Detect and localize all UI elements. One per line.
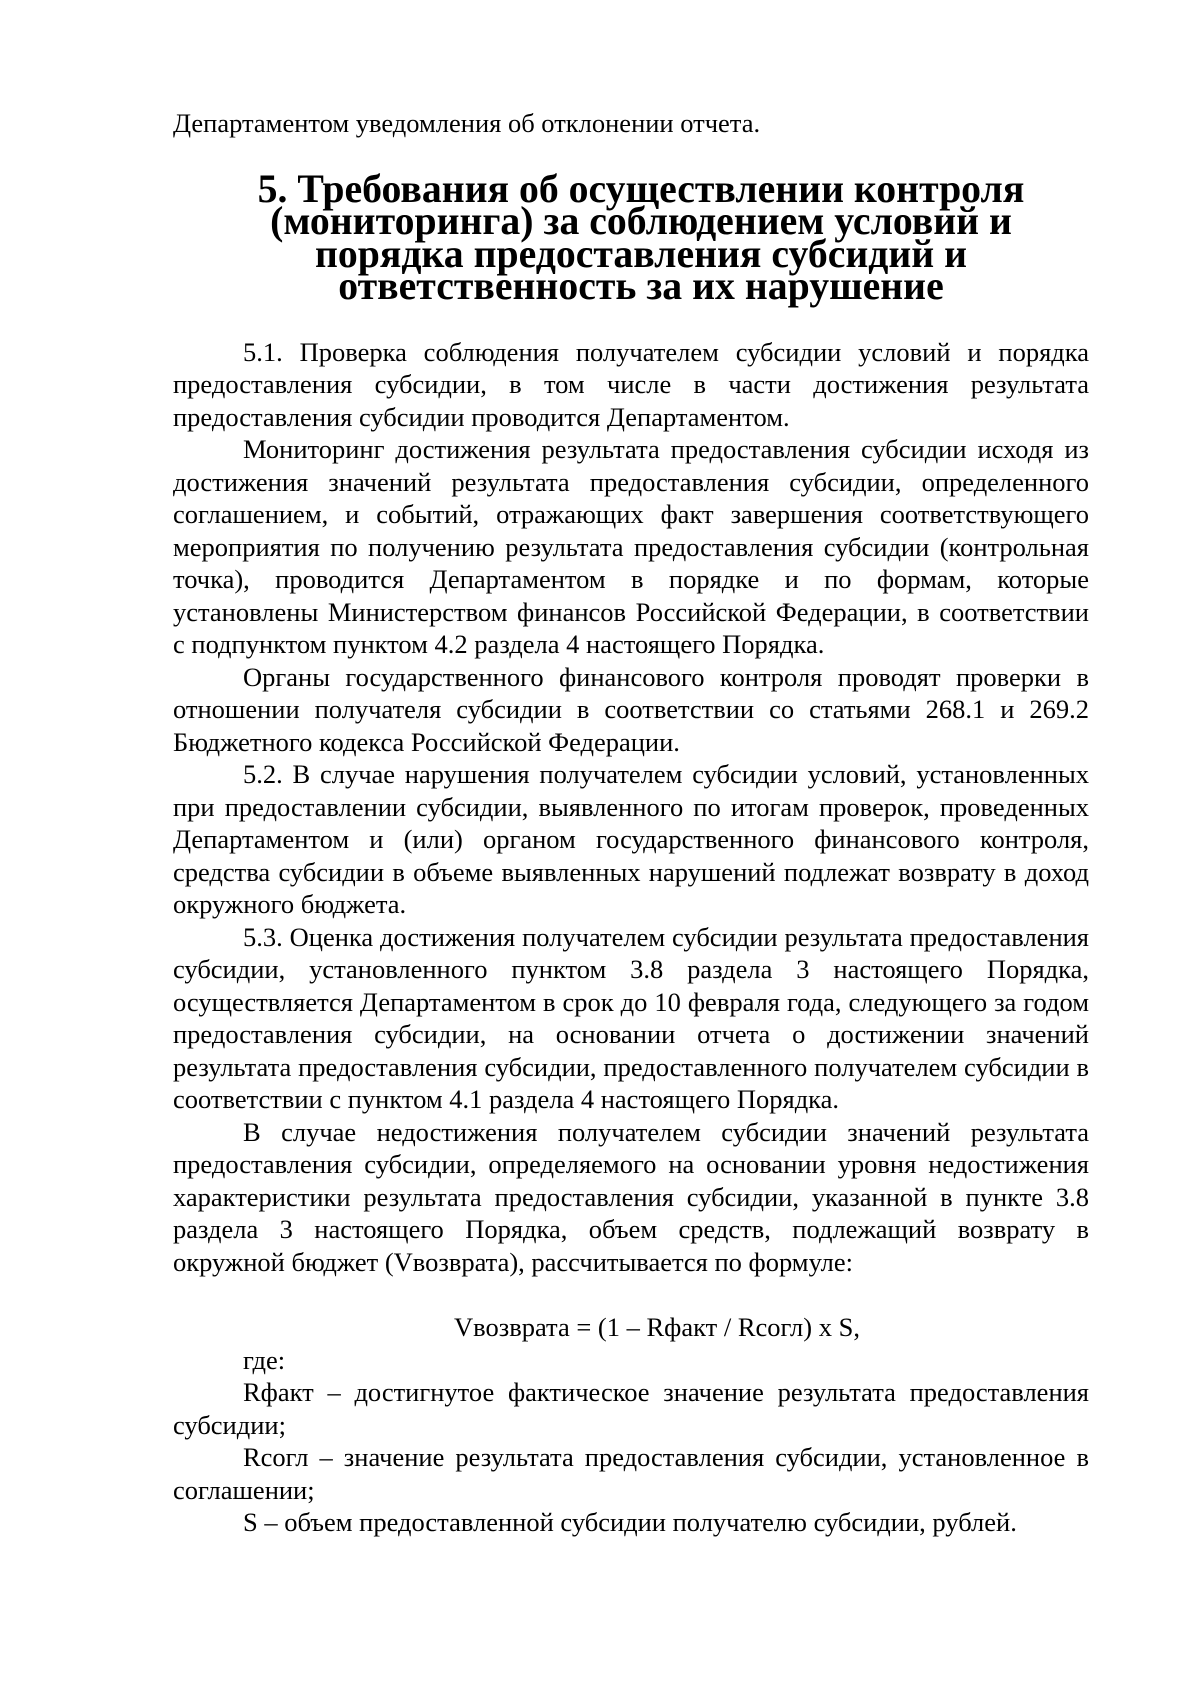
paragraph-5-2: 5.2. В случае нарушения получателем субсидии условий, установленных при предоставлении субсидии, выявленного по итогам проверок, проведенных Департаментом и (или) органом государственного финансового контроля, средства субсидии в объеме выявленных нарушений подлежат возврату в доход окружного бюджета.	[173, 759, 1089, 919]
paragraph-5-3: 5.3. Оценка достижения получателем субсидии результата предоставления субсидии, установленного пунктом 3.8 раздела 3 настоящего Порядка, осуществляется Департаментом в срок до 10 февраля года, следующего за годом предоставления субсидии, на основании отчета о достижении значений результата предоставления субсидии, предоставленного получателем субсидии в соответствии с пунктом 4.1 раздела 4 настоящего Порядка.	[173, 921, 1089, 1114]
formula: Vвозврата = (1 – Rфакт / Rсогл) x S,	[454, 1312, 860, 1342]
section-heading: 5. Требования об осуществлении контроля (мониторинга) за соблюдением условий и порядка предоставления субсидий и ответственность за их нарушение	[257, 166, 1025, 308]
definition-rsogl: Rсогл – значение результата предоставления субсидии, установленное в соглашении;	[173, 1442, 1089, 1505]
continuation-text: Департаментом уведомления об отклонении отчета.	[173, 108, 761, 138]
where-label: где:	[243, 1344, 286, 1375]
paragraph-control-bodies: Органы государственного финансового контроля проводят проверки в отношении получателя субсидии в соответствии со статьями 268.1 и 269.2 Бюджетного кодекса Российской Федерации.	[173, 661, 1089, 757]
paragraph-5-1: 5.1. Проверка соблюдения получателем субсидии условий и порядка предоставления субсидии, в том числе в части достижения результата предоставления субсидии проводится Департаментом.	[173, 336, 1089, 432]
definition-rfact: Rфакт – достигнутое фактическое значение результата предоставления субсидии;	[173, 1377, 1089, 1440]
definition-s: S – объем предоставленной субсидии получателю субсидии, рублей.	[243, 1507, 1017, 1537]
paragraph-non-achievement: В случае недостижения получателем субсидии значений результата предоставления субсидии, определяемого на основании уровня недостижения характеристики результата предоставления субсидии, указанной в пункте 3.8 раздела 3 настоящего Порядка, объем средств, подлежащий возврату в окружной бюджет (Vвозврата), рассчитывается по формуле:	[173, 1116, 1089, 1277]
paragraph-monitoring: Мониторинг достижения результата предоставления субсидии исходя из достижения значений результата предоставления субсидии, определенного соглашением, и событий, отражающих факт завершения соответствующего мероприятия по получению результата предоставления субсидии (контрольная точка), проводится Департаментом в порядке и по формам, которые установлены Министерством финансов Российской Федерации, в соответствии с подпунктом пунктом 4.2 раздела 4 настоящего Порядка.	[173, 434, 1089, 659]
